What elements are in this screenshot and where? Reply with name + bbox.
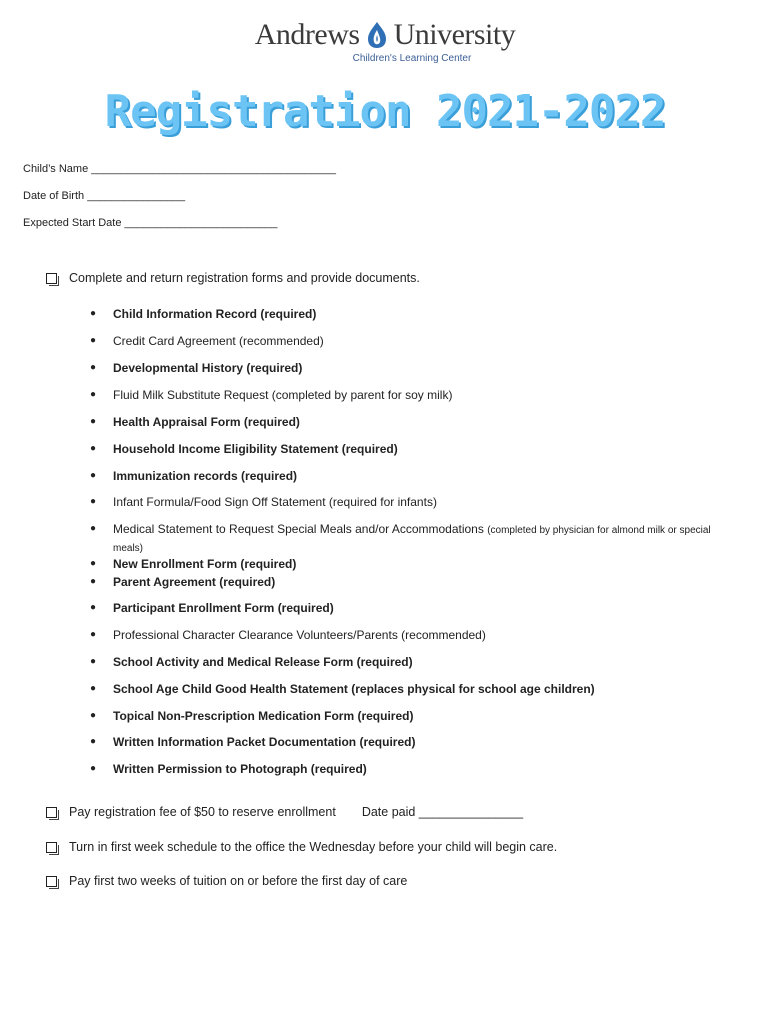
logo-subtitle: Children's Learning Center: [352, 53, 472, 64]
checklist-item-schedule[interactable]: [46, 840, 557, 854]
list-item: ● New Enrollment Form (required): [90, 557, 297, 571]
list-item: ● School Age Child Good Health Statement (replaces physical for school age children): [90, 682, 595, 696]
bullet-icon: ●: [90, 629, 97, 640]
date-of-birth-field[interactable]: Date of Birth ________________: [23, 190, 186, 202]
item-main-text: Medical Statement to Request Special Meals and/or Accommodations: [113, 522, 484, 536]
checklist-item-label: Complete and return registration forms and provide documents.: [69, 271, 420, 285]
bullet-icon: ●: [90, 710, 97, 721]
bullet-icon: ●: [90, 736, 97, 747]
bullet-icon: ●: [90, 576, 97, 587]
list-item: ● Professional Character Clearance Volunteers/Parents (recommended): [90, 628, 486, 642]
logo-word-left: Andrews: [254, 18, 360, 51]
list-item: ● Developmental History (required): [90, 361, 303, 375]
checklist-item-forms[interactable]: [46, 271, 420, 285]
bullet-icon: ●: [90, 558, 97, 569]
childs-name-field[interactable]: Child’s Name ________________________________________: [23, 163, 336, 175]
list-item: ● Infant Formula/Food Sign Off Statement (required for infants): [90, 495, 437, 509]
bullet-icon: ●: [90, 496, 97, 507]
bullet-icon: ●: [90, 470, 97, 481]
bullet-icon: ●: [90, 602, 97, 613]
list-item: [90, 521, 740, 557]
university-logo: [255, 18, 515, 52]
item-note: (completed by physician for almond milk or special meals): [113, 525, 711, 554]
bullet-icon: ●: [90, 308, 97, 319]
checkbox-icon[interactable]: [46, 842, 57, 853]
checklist-item-registration-fee[interactable]: [46, 805, 523, 819]
bullet-icon: ●: [90, 362, 97, 373]
bullet-icon: ●: [90, 416, 97, 427]
list-item: ● Immunization records (required): [90, 469, 298, 483]
checklist-item-label: Pay first two weeks of tuition on or before the first day of care: [69, 874, 408, 888]
list-item: ● Parent Agreement (required): [90, 575, 276, 589]
checkbox-icon[interactable]: [46, 807, 57, 818]
list-item: ● Household Income Eligibility Statement (required): [90, 442, 398, 456]
bullet-icon: ●: [90, 763, 97, 774]
list-item: ● Topical Non-Prescription Medication Form (required): [90, 709, 414, 723]
bullet-icon: ●: [90, 683, 97, 694]
list-item: ● School Activity and Medical Release Form (required): [90, 655, 413, 669]
checkbox-icon[interactable]: [46, 876, 57, 887]
page-title: Registration 2021-2022: [104, 86, 666, 137]
list-item: ● Written Permission to Photograph (required): [90, 762, 367, 776]
logo-word-right: University: [393, 18, 516, 51]
list-item: ● Credit Card Agreement (recommended): [90, 334, 324, 348]
list-item: ● Health Appraisal Form (required): [90, 415, 300, 429]
checklist-item-label: Turn in first week schedule to the office the Wednesday before your child will begin care.: [69, 840, 558, 854]
list-item: ● Child Information Record (required): [90, 307, 317, 321]
bullet-icon: ●: [90, 523, 97, 534]
checkbox-icon[interactable]: [46, 273, 57, 284]
list-item: ● Participant Enrollment Form (required): [90, 601, 334, 615]
header: [0, 18, 770, 64]
date-paid-field[interactable]: Date paid _______________: [361, 805, 524, 819]
list-item: ● Fluid Milk Substitute Request (completed by parent for soy milk): [90, 388, 453, 402]
bullet-icon: ●: [90, 443, 97, 454]
checklist-item-tuition[interactable]: [46, 874, 407, 888]
list-item: ● Written Information Packet Documentation (required): [90, 735, 416, 749]
flame-logo-icon: [366, 21, 388, 49]
bullet-icon: ●: [90, 335, 97, 346]
bullet-icon: ●: [90, 389, 97, 400]
expected-start-date-field[interactable]: Expected Start Date _________________________: [23, 217, 278, 229]
bullet-icon: ●: [90, 656, 97, 667]
checklist-item-label: Pay registration fee of $50 to reserve enrollment: [69, 805, 336, 819]
